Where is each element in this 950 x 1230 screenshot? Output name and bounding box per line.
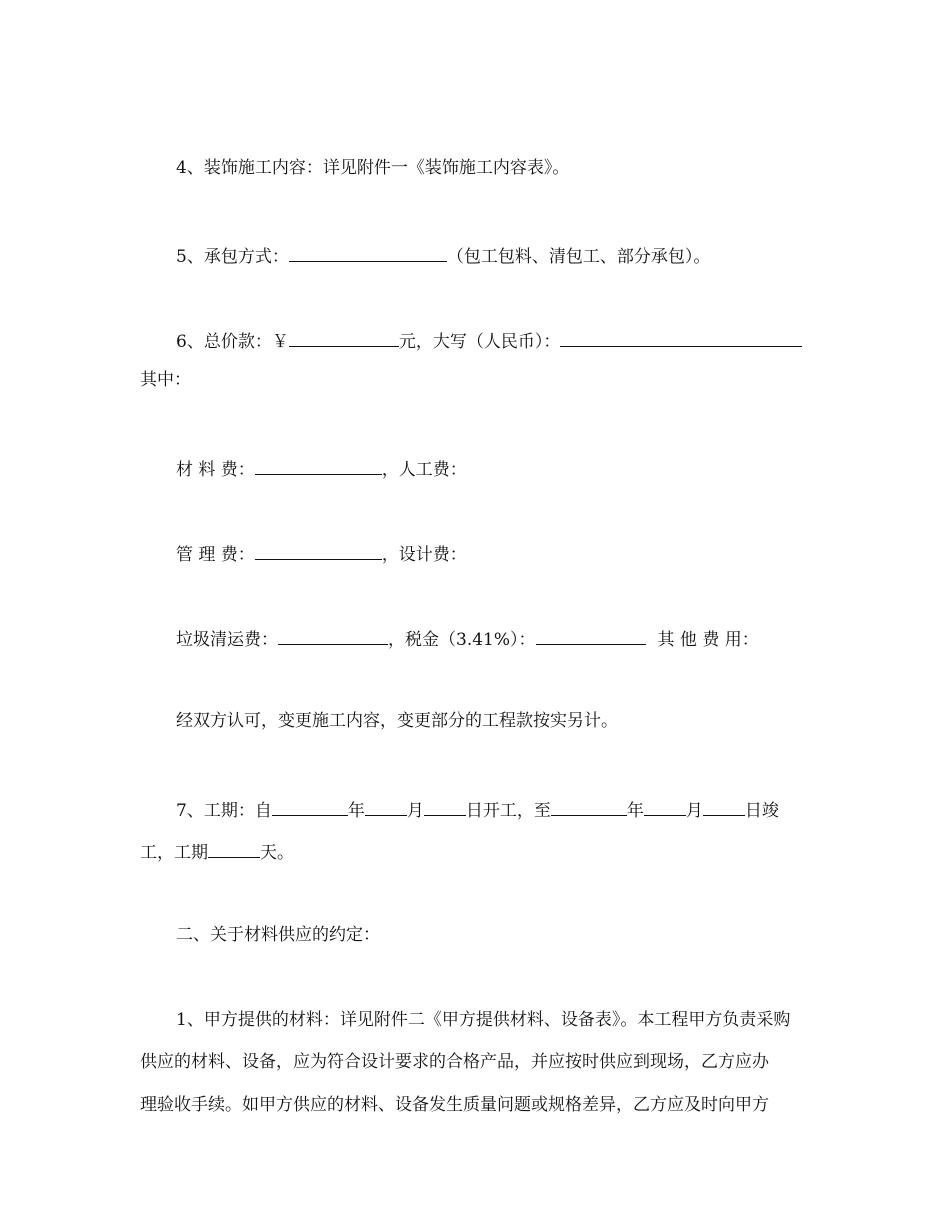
management-fee-label: 管 理 费： bbox=[176, 545, 255, 565]
total-price-uppercase-blank bbox=[560, 328, 802, 347]
tax-label: ，税金（3.41%）： bbox=[388, 630, 536, 650]
start-month-blank bbox=[365, 797, 407, 816]
duration-label: 工，工期 bbox=[140, 843, 208, 863]
clause-5-contract-mode bbox=[176, 243, 710, 267]
start-day-blank bbox=[424, 797, 466, 816]
material-supply-para-line-2: 供应的材料、设备，应为符合设计要求的合格产品，并应按时供应到现场，乙方应办 bbox=[140, 1052, 769, 1072]
material-fee-blank bbox=[255, 456, 382, 475]
clause-6-uppercase-label: 元，大写（人民币）： bbox=[398, 332, 561, 352]
duration-unit: 天。 bbox=[260, 843, 294, 863]
end-day-label: 日竣 bbox=[744, 801, 779, 821]
contract-mode-blank bbox=[289, 243, 447, 262]
tax-blank bbox=[536, 626, 646, 645]
clause-6-total-price bbox=[176, 328, 802, 352]
labor-fee-label: ，人工费： bbox=[381, 460, 467, 480]
end-year-label: 年 bbox=[626, 801, 644, 821]
fee-row-material-labor bbox=[176, 456, 467, 480]
clause-4-decoration-content: 4、装饰施工内容：详见附件一《装饰施工内容表》。 bbox=[176, 158, 570, 178]
end-month-blank bbox=[644, 797, 686, 816]
fee-row-garbage-tax-other bbox=[176, 626, 759, 650]
management-fee-blank bbox=[255, 541, 382, 560]
clause-6-label: 6、总价款：￥ bbox=[176, 332, 289, 352]
clause-6-breakdown-intro: 其中： bbox=[140, 370, 191, 390]
material-fee-label: 材 料 费： bbox=[176, 460, 255, 480]
clause-7-schedule bbox=[176, 797, 779, 821]
total-price-blank bbox=[289, 328, 399, 347]
clause-5-options: （包工包料、清包工、部分承包）。 bbox=[446, 247, 711, 267]
clause-5-label: 5、承包方式： bbox=[176, 247, 289, 267]
material-supply-para-line-1: 1、甲方提供的材料：详见附件二《甲方提供材料、设备表》。本工程甲方负责采购 bbox=[176, 1010, 791, 1030]
section-2-heading: 二、关于材料供应的约定： bbox=[176, 925, 380, 945]
fee-row-management-design bbox=[176, 541, 467, 565]
material-supply-para-line-3: 理验收手续。如甲方供应的材料、设备发生质量问题或规格差异，乙方应及时向甲方 bbox=[140, 1095, 769, 1115]
start-month-label: 月 bbox=[406, 801, 424, 821]
end-day-blank bbox=[703, 797, 745, 816]
start-year-label: 年 bbox=[347, 801, 365, 821]
end-month-label: 月 bbox=[685, 801, 703, 821]
garbage-fee-label: 垃圾清运费： bbox=[176, 630, 278, 650]
start-day-label: 日开工，至 bbox=[465, 801, 551, 821]
design-fee-label: ，设计费： bbox=[381, 545, 467, 565]
duration-days-blank bbox=[208, 839, 260, 858]
clause-7-label: 7、工期：自 bbox=[176, 801, 272, 821]
start-year-blank bbox=[272, 797, 348, 816]
change-note: 经双方认可，变更施工内容，变更部分的工程款按实另计。 bbox=[176, 711, 618, 731]
other-fee-label: 其 他 费 用： bbox=[657, 630, 759, 650]
end-year-blank bbox=[551, 797, 627, 816]
garbage-fee-blank bbox=[278, 626, 388, 645]
clause-7-duration bbox=[140, 839, 294, 863]
